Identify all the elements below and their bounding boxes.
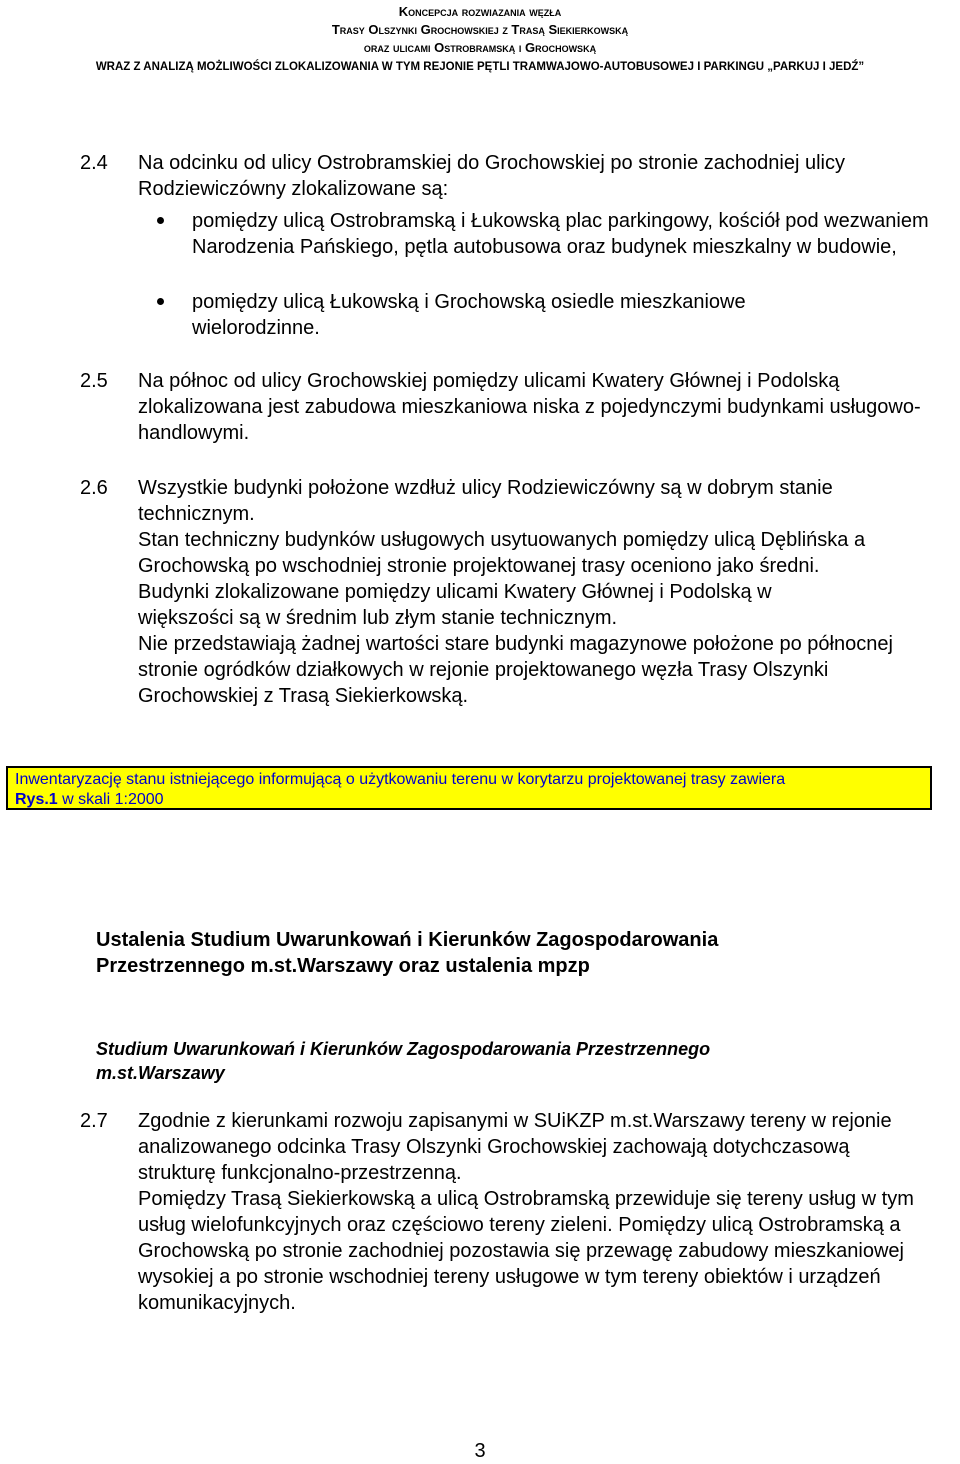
subsection-heading-line-2: m.st.Warszawy: [96, 1063, 225, 1083]
section-heading-line-2: Przestrzennego m.st.Warszawy oraz ustalenia mpzp: [96, 955, 590, 977]
notice-scale: w skali 1:2000: [57, 791, 164, 808]
section-2-6-paragraph-2: Stan techniczny budynków usługowych usytuowanych pomiędzy ulicą Dęblińska a Grochowską po wschodniej stronie projektowanej trasy oceniono jako średni.: [138, 529, 866, 577]
section-number-2-6: 2.6: [80, 477, 108, 499]
section-heading-line-1: Ustalenia Studium Uwarunkowań i Kierunków Zagospodarowania: [96, 929, 719, 951]
section-2-6-paragraph-1: Wszystkie budynki położone wzdłuż ulicy Rodziewiczówny są w dobrym stanie technicznym.: [138, 477, 833, 525]
notice-text: Inwentaryzację stanu istniejącego informującą o użytkowaniu terenu w korytarzu projektowanej trasy zawiera: [15, 771, 786, 788]
notice-figure-ref: Rys.1: [15, 791, 58, 808]
section-number-2-7: 2.7: [80, 1110, 108, 1132]
section-2-7-paragraph-1: Zgodnie z kierunkami rozwoju zapisanymi w SUiKZP m.st.Warszawy tereny w rejonie analizowanego odcinka Trasy Olszynki Grochowskiej zachowają dotychczasową strukturę funkcjonalno-przestrzenną.: [138, 1110, 892, 1184]
bullet-icon: [157, 217, 164, 224]
bullet-icon: [157, 298, 164, 305]
subsection-heading-line-1: Studium Uwarunkowań i Kierunków Zagospodarowania Przestrzennego: [96, 1039, 711, 1059]
header-line-4: WRAZ Z ANALIZĄ MOŻLIWOŚCI ZLOKALIZOWANIA W TYM REJONIE PĘTLI TRAMWAJOWO-AUTOBUSOWEJ I PARKINGU „PARKUJ I JEDŹ”: [95, 61, 865, 73]
section-2-6-text: [138, 475, 938, 709]
section-2-7-text: [138, 1108, 918, 1316]
bullet-item-2: pomiędzy ulicą Łukowską i Grochowską osiedle mieszkaniowe wielorodzinne.: [192, 291, 746, 339]
section-2-4-intro: Na odcinku od ulicy Ostrobramskiej do Grochowskiej po stronie zachodniej ulicy Rodziewiczówny zlokalizowane są:: [138, 152, 845, 200]
bullet-item-1: pomiędzy ulicą Ostrobramską i Łukowską plac parkingowy, kościół pod wezwaniem Narodzenia Pańskiego, pętla autobusowa oraz budynek mieszkalny w budowie,: [192, 210, 929, 258]
section-2-5-text: Na północ od ulicy Grochowskiej pomiędzy ulicami Kwatery Głównej i Podolską zlokalizowana jest zabudowa mieszkaniowa niska z pojedynczymi budynkami usługowo-handlowymi.: [138, 370, 921, 444]
section-number-2-5: 2.5: [80, 370, 108, 392]
header-line-3: oraz ulicami Ostrobramską i Grochowską: [363, 40, 597, 55]
page-number: 3: [474, 1440, 486, 1462]
header-line-1: Koncepcja rozwiazania węzła: [398, 4, 562, 19]
highlighted-notice: [6, 766, 932, 810]
section-2-7-paragraph-2: Pomiędzy Trasą Siekierkowską a ulicą Ostrobramską przewiduje się tereny usług w tym usług wielofunkcyjnych oraz częściowo tereny zieleni. Pomiędzy ulicą Ostrobramską a Grochowską po stronie zachodniej pozostawia się przewagę zabudowy mieszkaniowej wysokiej a po stronie wschodniej tereny usługowe w tym tereny obiektów i urządzeń komunikacyjnych.: [138, 1188, 914, 1314]
section-number-2-4: 2.4: [80, 152, 108, 174]
section-2-6-paragraph-3: Budynki zlokalizowane pomiędzy ulicami Kwatery Głównej i Podolską w większości są w średnim lub złym stanie technicznym.: [138, 581, 772, 629]
header-line-2: Trasy Olszynki Grochowskiej z Trasą Siekierkowską: [331, 22, 629, 37]
section-2-6-paragraph-4: Nie przedstawiają żadnej wartości stare budynki magazynowe położone po północnej stronie ogródków działkowych w rejonie projektowanego węzła Trasy Olszynki Grochowskiej z Trasą Siekierkowską.: [138, 633, 893, 707]
